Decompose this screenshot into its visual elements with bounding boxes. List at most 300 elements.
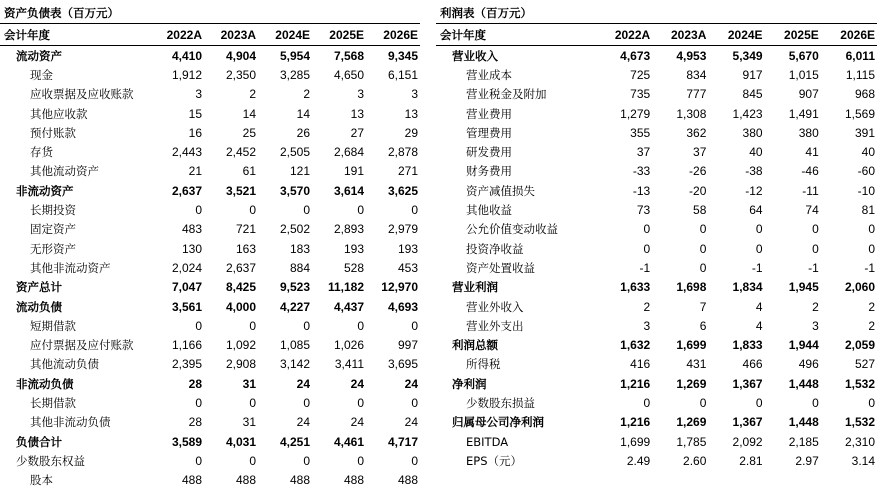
- row-label: 预付账款: [30, 125, 76, 140]
- row-value: 25: [242, 125, 256, 140]
- row-value: 4,650: [333, 67, 364, 82]
- row-value: 2,350: [225, 67, 256, 82]
- table-row: [436, 258, 877, 277]
- row-label: 营业收入: [452, 48, 498, 63]
- row-value: 1,026: [333, 338, 364, 353]
- row-value: -1: [639, 260, 651, 275]
- row-value: 1,279: [620, 106, 651, 121]
- row-value: 4,437: [333, 299, 364, 314]
- table-row: [436, 297, 877, 316]
- row-value: 24: [296, 415, 310, 430]
- row-label: 营业利润: [452, 280, 498, 295]
- row-value: 4,410: [171, 48, 202, 63]
- row-value: 488: [343, 473, 364, 488]
- row-value: 466: [742, 357, 763, 372]
- row-value: 41: [805, 145, 819, 160]
- row-value: 2.49: [626, 453, 651, 468]
- row-label: 利润总额: [452, 338, 498, 353]
- row-value: 0: [249, 453, 256, 468]
- row-value: 2,395: [171, 357, 202, 372]
- row-value: 9,345: [387, 48, 418, 63]
- row-value: 735: [630, 87, 651, 102]
- row-value: 2,059: [844, 338, 875, 353]
- row-label: 少数股东权益: [16, 453, 85, 468]
- row-value: 0: [303, 318, 310, 333]
- row-value: 8,425: [225, 280, 256, 295]
- balance-sheet-panel: [0, 3, 420, 490]
- table-row: [0, 220, 420, 239]
- row-value: 3,614: [333, 183, 364, 198]
- row-value: 1,532: [844, 376, 875, 391]
- row-value: 12,970: [381, 280, 418, 295]
- row-value: 1,491: [788, 106, 819, 121]
- table-row: [436, 142, 877, 161]
- row-value: 0: [755, 222, 763, 237]
- header-cell-year: 2025E: [765, 24, 821, 46]
- row-value: 2,443: [171, 145, 202, 160]
- row-value: 2,092: [732, 434, 763, 449]
- row-value: 4,000: [225, 299, 256, 314]
- row-value: 37: [636, 145, 651, 160]
- row-value: 1,698: [676, 280, 707, 295]
- table-row: [436, 123, 877, 142]
- row-value: -13: [632, 183, 651, 198]
- header-cell-label: 会计年度: [0, 24, 150, 46]
- row-value: 0: [357, 203, 364, 218]
- table-row: [0, 104, 420, 123]
- row-value: 31: [242, 415, 256, 430]
- row-label: EBITDA: [466, 434, 509, 449]
- row-label: 财务费用: [466, 164, 512, 179]
- row-value: 2,878: [387, 145, 418, 160]
- row-label: 股本: [30, 473, 53, 488]
- row-value: 0: [755, 395, 763, 410]
- row-value: 907: [798, 87, 819, 102]
- table-row: [0, 297, 420, 316]
- row-value: 2,185: [788, 434, 819, 449]
- row-value: 1,699: [620, 434, 651, 449]
- row-value: 121: [289, 164, 310, 179]
- row-value: 0: [643, 222, 651, 237]
- row-value: 6,011: [845, 48, 875, 63]
- row-value: 16: [188, 125, 202, 140]
- row-value: 2: [868, 318, 875, 333]
- income-statement-panel: [436, 3, 877, 471]
- table-row: [436, 65, 877, 84]
- table-row: [436, 278, 877, 297]
- row-value: 0: [249, 318, 256, 333]
- row-value: 13: [404, 106, 418, 121]
- row-value: -1: [864, 260, 875, 275]
- row-value: 496: [798, 357, 819, 372]
- row-value: 183: [289, 241, 310, 256]
- table-row: [0, 200, 420, 219]
- row-value: 3,589: [171, 434, 202, 449]
- row-value: 163: [235, 241, 256, 256]
- row-value: 5,954: [279, 48, 310, 63]
- row-value: 355: [630, 125, 651, 140]
- row-value: 0: [868, 241, 875, 256]
- row-value: -38: [745, 164, 763, 179]
- table-row: [0, 413, 420, 432]
- table-row: [0, 85, 420, 104]
- row-value: 0: [303, 453, 310, 468]
- row-value: 0: [699, 260, 707, 275]
- row-value: 1,833: [732, 338, 763, 353]
- row-value: -60: [857, 164, 875, 179]
- table-row: [436, 200, 877, 219]
- row-value: 0: [195, 203, 202, 218]
- row-value: 2.60: [683, 453, 707, 468]
- row-value: 2,893: [333, 222, 364, 237]
- row-label: 长期投资: [30, 203, 76, 218]
- table-row: [0, 65, 420, 84]
- table-row: [0, 278, 420, 297]
- row-value: 834: [686, 67, 707, 82]
- row-value: 3,142: [279, 357, 310, 372]
- row-value: 2,684: [333, 145, 364, 160]
- row-value: 416: [630, 357, 651, 372]
- row-value: 380: [798, 125, 819, 140]
- row-value: 40: [861, 145, 875, 160]
- row-label: 其他流动资产: [30, 164, 99, 179]
- row-value: 4: [755, 299, 763, 314]
- row-value: 0: [195, 318, 202, 333]
- row-value: 0: [699, 395, 707, 410]
- row-value: 431: [686, 357, 707, 372]
- row-value: 4,031: [225, 434, 256, 449]
- table-row: [436, 393, 877, 412]
- row-value: 0: [868, 395, 875, 410]
- row-value: -11: [802, 183, 819, 198]
- table-row: [436, 46, 877, 66]
- row-value: 2.97: [795, 453, 819, 468]
- row-value: -26: [689, 164, 707, 179]
- row-value: 1,532: [844, 415, 875, 430]
- row-value: 29: [404, 125, 418, 140]
- row-value: 725: [630, 67, 651, 82]
- row-value: -1: [808, 260, 819, 275]
- row-label: 其他流动负债: [30, 357, 99, 372]
- row-value: 4,693: [387, 299, 418, 314]
- table-row: [436, 432, 877, 451]
- row-value: 845: [742, 87, 763, 102]
- row-value: 31: [242, 376, 256, 391]
- row-value: 64: [749, 203, 763, 218]
- income-statement-title: 利润表（百万元）: [436, 3, 877, 24]
- balance-sheet-header-row: [0, 24, 420, 46]
- row-value: 271: [397, 164, 418, 179]
- row-value: 2,979: [387, 222, 418, 237]
- row-value: 21: [188, 164, 202, 179]
- row-value: 1,216: [620, 376, 651, 391]
- row-value: 9,523: [279, 280, 310, 295]
- row-label: EPS（元）: [466, 453, 523, 468]
- row-value: 2: [643, 299, 651, 314]
- row-label: 所得税: [466, 357, 501, 372]
- header-cell-year: 2022A: [150, 24, 204, 46]
- row-value: 391: [854, 125, 875, 140]
- row-value: 488: [235, 473, 256, 488]
- row-label: 其他应收款: [30, 106, 88, 121]
- row-value: 193: [397, 241, 418, 256]
- row-value: 917: [742, 67, 763, 82]
- row-value: 3: [411, 87, 418, 102]
- table-row: [436, 104, 877, 123]
- row-value: 0: [812, 241, 819, 256]
- row-label: 归属母公司净利润: [452, 415, 544, 430]
- row-value: 0: [812, 222, 819, 237]
- row-value: 2,310: [844, 434, 875, 449]
- row-value: 1,632: [620, 338, 651, 353]
- row-label: 投资净收益: [466, 241, 524, 256]
- row-value: 997: [397, 338, 418, 353]
- balance-sheet-title: 资产负债表（百万元）: [0, 3, 420, 24]
- row-value: 2: [868, 299, 875, 314]
- row-value: 5,349: [732, 48, 763, 63]
- row-value: 0: [411, 395, 418, 410]
- table-row: [0, 46, 420, 66]
- row-value: 2,060: [844, 280, 875, 295]
- table-row: [436, 220, 877, 239]
- row-value: -10: [857, 183, 875, 198]
- row-value: 968: [854, 87, 875, 102]
- row-label: 净利润: [452, 376, 487, 391]
- row-value: 483: [181, 222, 202, 237]
- row-value: 4,673: [620, 48, 651, 63]
- row-value: 528: [343, 260, 364, 275]
- table-row: [436, 374, 877, 393]
- row-value: 1,569: [844, 106, 875, 121]
- row-value: 24: [404, 415, 418, 430]
- table-row: [436, 316, 877, 335]
- row-value: 362: [686, 125, 707, 140]
- row-value: 0: [411, 203, 418, 218]
- row-value: 1,912: [171, 67, 202, 82]
- row-value: 4: [755, 318, 763, 333]
- row-value: 3,285: [279, 67, 310, 82]
- row-value: 2,908: [225, 357, 256, 372]
- row-value: 0: [643, 395, 651, 410]
- row-value: 721: [235, 222, 256, 237]
- row-value: 1,423: [732, 106, 763, 121]
- row-value: -1: [751, 260, 763, 275]
- row-value: 1,448: [788, 415, 819, 430]
- row-value: 0: [868, 222, 875, 237]
- table-row: [436, 162, 877, 181]
- row-value: 0: [755, 241, 763, 256]
- table-row: [436, 413, 877, 432]
- row-value: 4,251: [279, 434, 310, 449]
- header-cell-year: 2024E: [708, 24, 764, 46]
- row-label: 流动资产: [16, 48, 62, 63]
- row-value: 488: [397, 473, 418, 488]
- income-statement-table: [436, 24, 877, 471]
- row-value: 14: [296, 106, 310, 121]
- row-value: 4,904: [225, 48, 256, 63]
- row-value: 527: [854, 357, 875, 372]
- row-value: 0: [357, 395, 364, 410]
- header-cell-year: 2026E: [821, 24, 877, 46]
- row-label: 营业外支出: [466, 318, 524, 333]
- row-value: 0: [195, 453, 202, 468]
- row-value: 3: [357, 87, 364, 102]
- row-value: 15: [188, 106, 202, 121]
- row-value: -20: [689, 183, 707, 198]
- header-cell-label: 会计年度: [436, 24, 596, 46]
- row-value: 13: [350, 106, 364, 121]
- table-row: [0, 451, 420, 470]
- table-row: [436, 181, 877, 200]
- row-value: -12: [745, 183, 763, 198]
- row-value: 1,367: [732, 376, 763, 391]
- row-value: 2: [249, 87, 256, 102]
- row-value: 0: [357, 453, 364, 468]
- table-row: [0, 123, 420, 142]
- row-label: 资产总计: [16, 280, 62, 295]
- row-value: 1,785: [676, 434, 707, 449]
- row-value: 3.14: [851, 453, 875, 468]
- row-value: 74: [805, 203, 819, 218]
- row-value: 14: [242, 106, 256, 121]
- row-value: 777: [686, 87, 707, 102]
- row-label: 资产减值损失: [466, 183, 535, 198]
- row-label: 其他非流动负债: [30, 415, 111, 430]
- row-value: 0: [249, 395, 256, 410]
- table-row: [0, 316, 420, 335]
- row-label: 公允价值变动收益: [466, 222, 558, 237]
- row-label: 应付票据及应付账款: [30, 338, 134, 353]
- row-value: 61: [242, 164, 256, 179]
- row-value: 24: [404, 376, 418, 391]
- row-value: 3,411: [334, 357, 364, 372]
- row-value: 0: [699, 241, 707, 256]
- row-label: 营业成本: [466, 67, 512, 82]
- table-row: [436, 355, 877, 374]
- row-value: 488: [289, 473, 310, 488]
- row-value: 58: [693, 203, 707, 218]
- row-value: 488: [181, 473, 202, 488]
- row-value: 6,151: [387, 67, 418, 82]
- row-label: 其他收益: [466, 203, 512, 218]
- header-cell-year: 2023A: [652, 24, 708, 46]
- row-value: 7,047: [171, 280, 202, 295]
- row-value: 0: [411, 318, 418, 333]
- table-row: [436, 85, 877, 104]
- row-value: 0: [699, 222, 707, 237]
- header-cell-year: 2025E: [312, 24, 366, 46]
- row-value: 73: [636, 203, 651, 218]
- row-value: 24: [350, 415, 364, 430]
- row-value: 1,944: [788, 338, 819, 353]
- table-row: [436, 451, 877, 470]
- row-value: 4,717: [387, 434, 418, 449]
- balance-sheet-table: [0, 24, 420, 490]
- row-value: -33: [632, 164, 651, 179]
- row-value: 3,570: [279, 183, 310, 198]
- header-cell-year: 2024E: [258, 24, 312, 46]
- row-value: 1,308: [676, 106, 707, 121]
- table-row: [0, 355, 420, 374]
- row-value: 1,015: [788, 67, 819, 82]
- row-label: 少数股东损益: [466, 395, 535, 410]
- income-statement-header-row: [436, 24, 877, 46]
- row-value: 1,092: [225, 338, 256, 353]
- table-row: [0, 432, 420, 451]
- header-cell-year: 2026E: [366, 24, 420, 46]
- table-row: [0, 162, 420, 181]
- row-value: 26: [296, 125, 310, 140]
- row-value: 6: [699, 318, 707, 333]
- row-value: 3: [195, 87, 202, 102]
- row-value: 1,216: [620, 415, 651, 430]
- row-label: 负债合计: [16, 434, 62, 449]
- row-label: 资产处置收益: [466, 260, 535, 275]
- row-value: 2: [303, 87, 310, 102]
- row-value: 0: [812, 395, 819, 410]
- row-value: 3: [812, 318, 819, 333]
- row-value: 1,367: [732, 415, 763, 430]
- row-value: 5,670: [788, 48, 819, 63]
- row-value: 2,505: [279, 145, 310, 160]
- table-row: [0, 374, 420, 393]
- row-value: 3,695: [387, 357, 418, 372]
- row-value: -46: [801, 164, 819, 179]
- row-value: 1,269: [676, 376, 707, 391]
- row-value: 4,227: [279, 299, 310, 314]
- row-value: 1,945: [788, 280, 819, 295]
- row-value: 1,166: [171, 338, 202, 353]
- row-label: 其他非流动资产: [30, 260, 111, 275]
- row-value: 3: [643, 318, 651, 333]
- row-label: 管理费用: [466, 125, 512, 140]
- row-value: 11,182: [327, 280, 364, 295]
- row-value: 27: [350, 125, 364, 140]
- row-label: 固定资产: [30, 222, 76, 237]
- row-value: 0: [357, 318, 364, 333]
- row-value: 1,699: [676, 338, 707, 353]
- table-row: [436, 239, 877, 258]
- row-label: 营业外收入: [466, 299, 524, 314]
- row-label: 研发费用: [466, 145, 512, 160]
- row-value: 1,269: [676, 415, 707, 430]
- row-value: 37: [693, 145, 707, 160]
- table-row: [0, 142, 420, 161]
- table-row: [0, 258, 420, 277]
- row-value: 1,448: [788, 376, 819, 391]
- row-value: 2,024: [171, 260, 202, 275]
- row-value: 4,461: [333, 434, 364, 449]
- row-value: 3,561: [171, 299, 202, 314]
- row-value: 2,637: [225, 260, 256, 275]
- row-label: 现金: [30, 67, 53, 82]
- table-row: [0, 181, 420, 200]
- row-label: 营业费用: [466, 106, 512, 121]
- row-value: 453: [397, 260, 418, 275]
- row-label: 流动负债: [16, 299, 62, 314]
- row-value: 28: [188, 376, 202, 391]
- row-value: 2: [812, 299, 819, 314]
- row-value: 7,568: [333, 48, 364, 63]
- header-cell-year: 2022A: [596, 24, 652, 46]
- row-value: 0: [303, 203, 310, 218]
- row-value: 24: [296, 376, 310, 391]
- row-value: 2,637: [171, 183, 202, 198]
- table-row: [0, 335, 420, 354]
- row-label: 非流动负债: [16, 376, 74, 391]
- row-label: 非流动资产: [16, 183, 74, 198]
- row-label: 短期借款: [30, 318, 76, 333]
